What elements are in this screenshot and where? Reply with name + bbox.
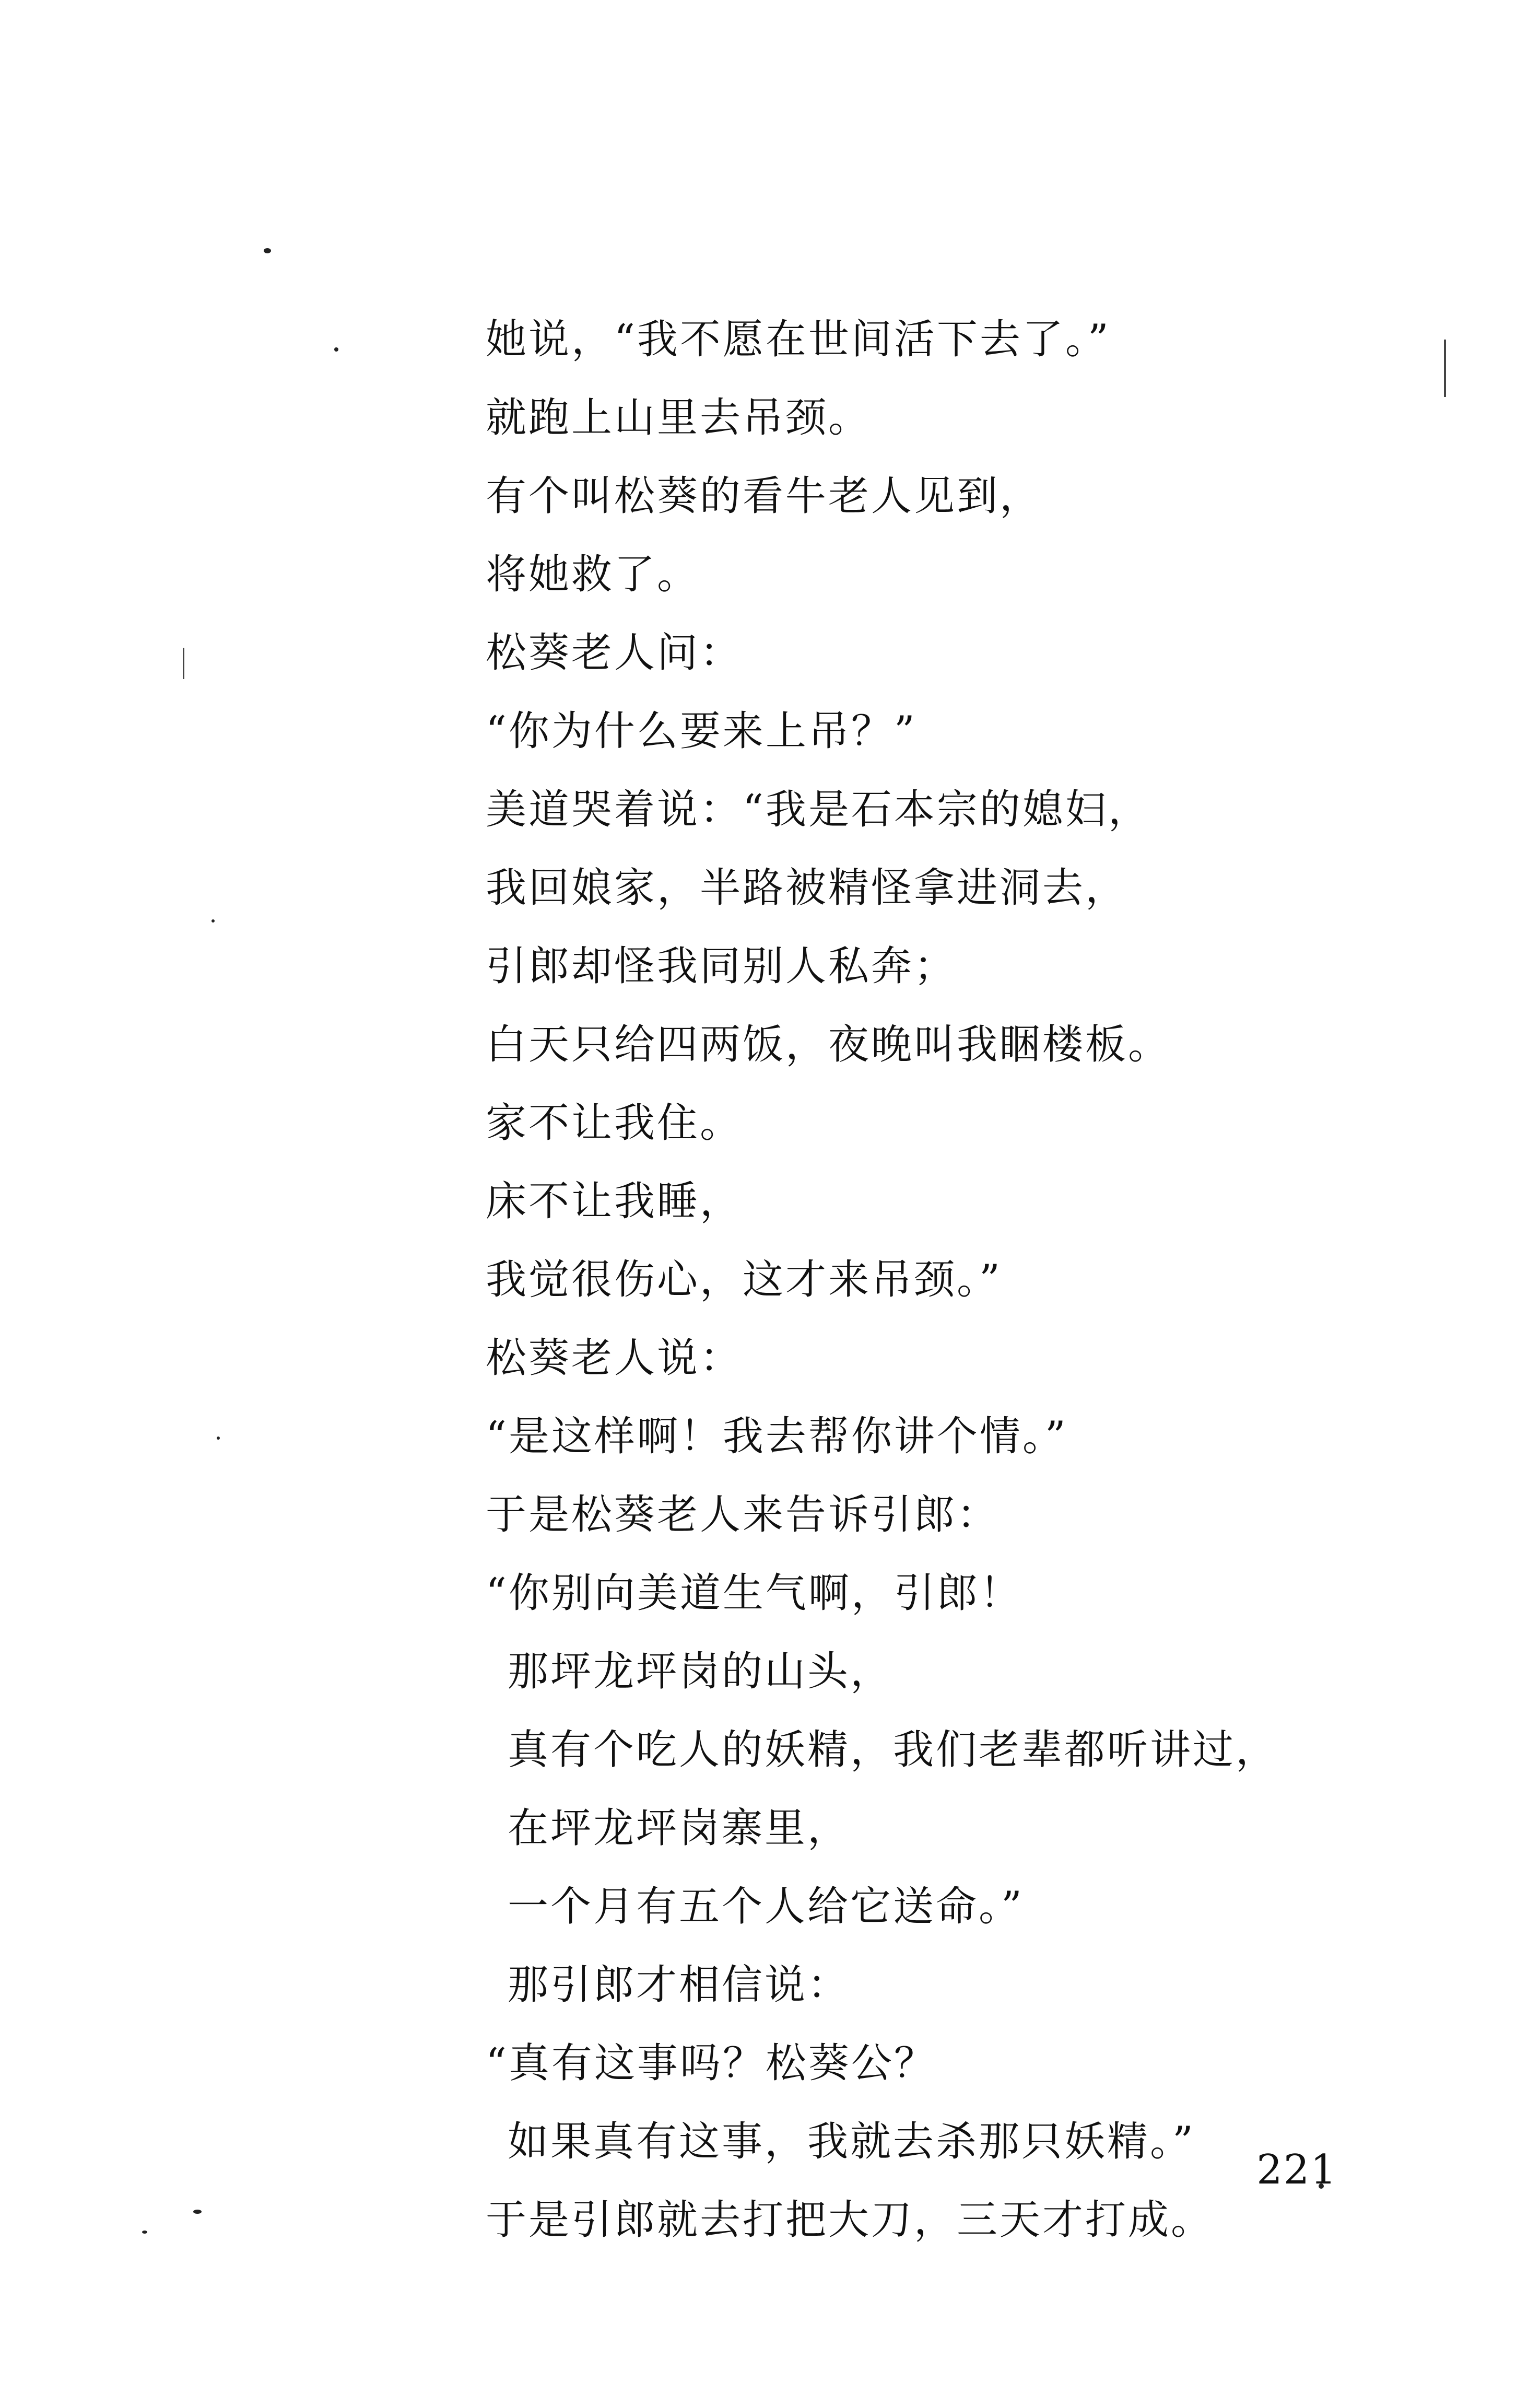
text-line: 如果真有这事，我就去杀那只妖精。” — [508, 2118, 1195, 2165]
text-line: 那引郎才相信说： — [508, 1961, 851, 2009]
text-line: 白天只给四两饭，夜晚叫我睏楼板。 — [486, 1021, 1171, 1068]
text-line: 于是松葵老人来告诉引郎： — [486, 1491, 1000, 1538]
text-line: 有个叫松葵的看牛老人见到， — [486, 473, 1043, 520]
text-line: 我回娘家，半路被精怪拿进洞去， — [486, 865, 1128, 912]
text-line: 一个月有五个人给它送命。” — [508, 1883, 1024, 1930]
scan-speck — [211, 919, 215, 923]
text-line: 她说，“我不愿在世间活下去了。” — [486, 316, 1111, 363]
text-line: 松葵老人说： — [486, 1335, 743, 1382]
text-line: 将她救了。 — [486, 551, 700, 598]
text-line: 真有个吃人的妖精，我们老辈都听讲过， — [508, 1726, 1279, 1773]
text-line: “你为什么要来上吊？” — [486, 708, 917, 755]
text-line: 那坪龙坪岗的山头， — [508, 1648, 894, 1695]
text-line: “是这样啊！我去帮你讲个情。” — [486, 1413, 1068, 1460]
text-line: 床不让我睡， — [486, 1178, 743, 1225]
scan-speck — [193, 2210, 202, 2214]
scan-speck — [334, 347, 338, 352]
text-line: 我觉很伤心，这才来吊颈。” — [486, 1256, 1002, 1303]
text-line: 引郎却怪我同别人私奔； — [486, 943, 957, 990]
scan-speck — [217, 1437, 220, 1440]
scan-mark — [1444, 340, 1446, 397]
text-line: “你别向美道生气啊，引郎！ — [486, 1570, 1022, 1617]
poem-text — [486, 300, 1426, 2259]
scan-speck — [264, 248, 271, 253]
scan-mark — [183, 648, 184, 679]
text-line: 松葵老人问： — [486, 629, 743, 676]
text-line: 在坪龙坪岗寨里， — [508, 1805, 851, 1852]
text-line: 家不让我住。 — [486, 1100, 743, 1147]
page-number: 221 — [1256, 2146, 1337, 2193]
text-line: 就跑上山里去吊颈。 — [486, 394, 872, 441]
text-line: 美道哭着说：“我是石本宗的媳妇， — [486, 786, 1151, 833]
text-line: 于是引郎就去打把大刀，三天才打成。 — [486, 2197, 1214, 2244]
scan-speck — [142, 2231, 147, 2234]
text-line: “真有这事吗？松葵公？ — [486, 2040, 937, 2087]
